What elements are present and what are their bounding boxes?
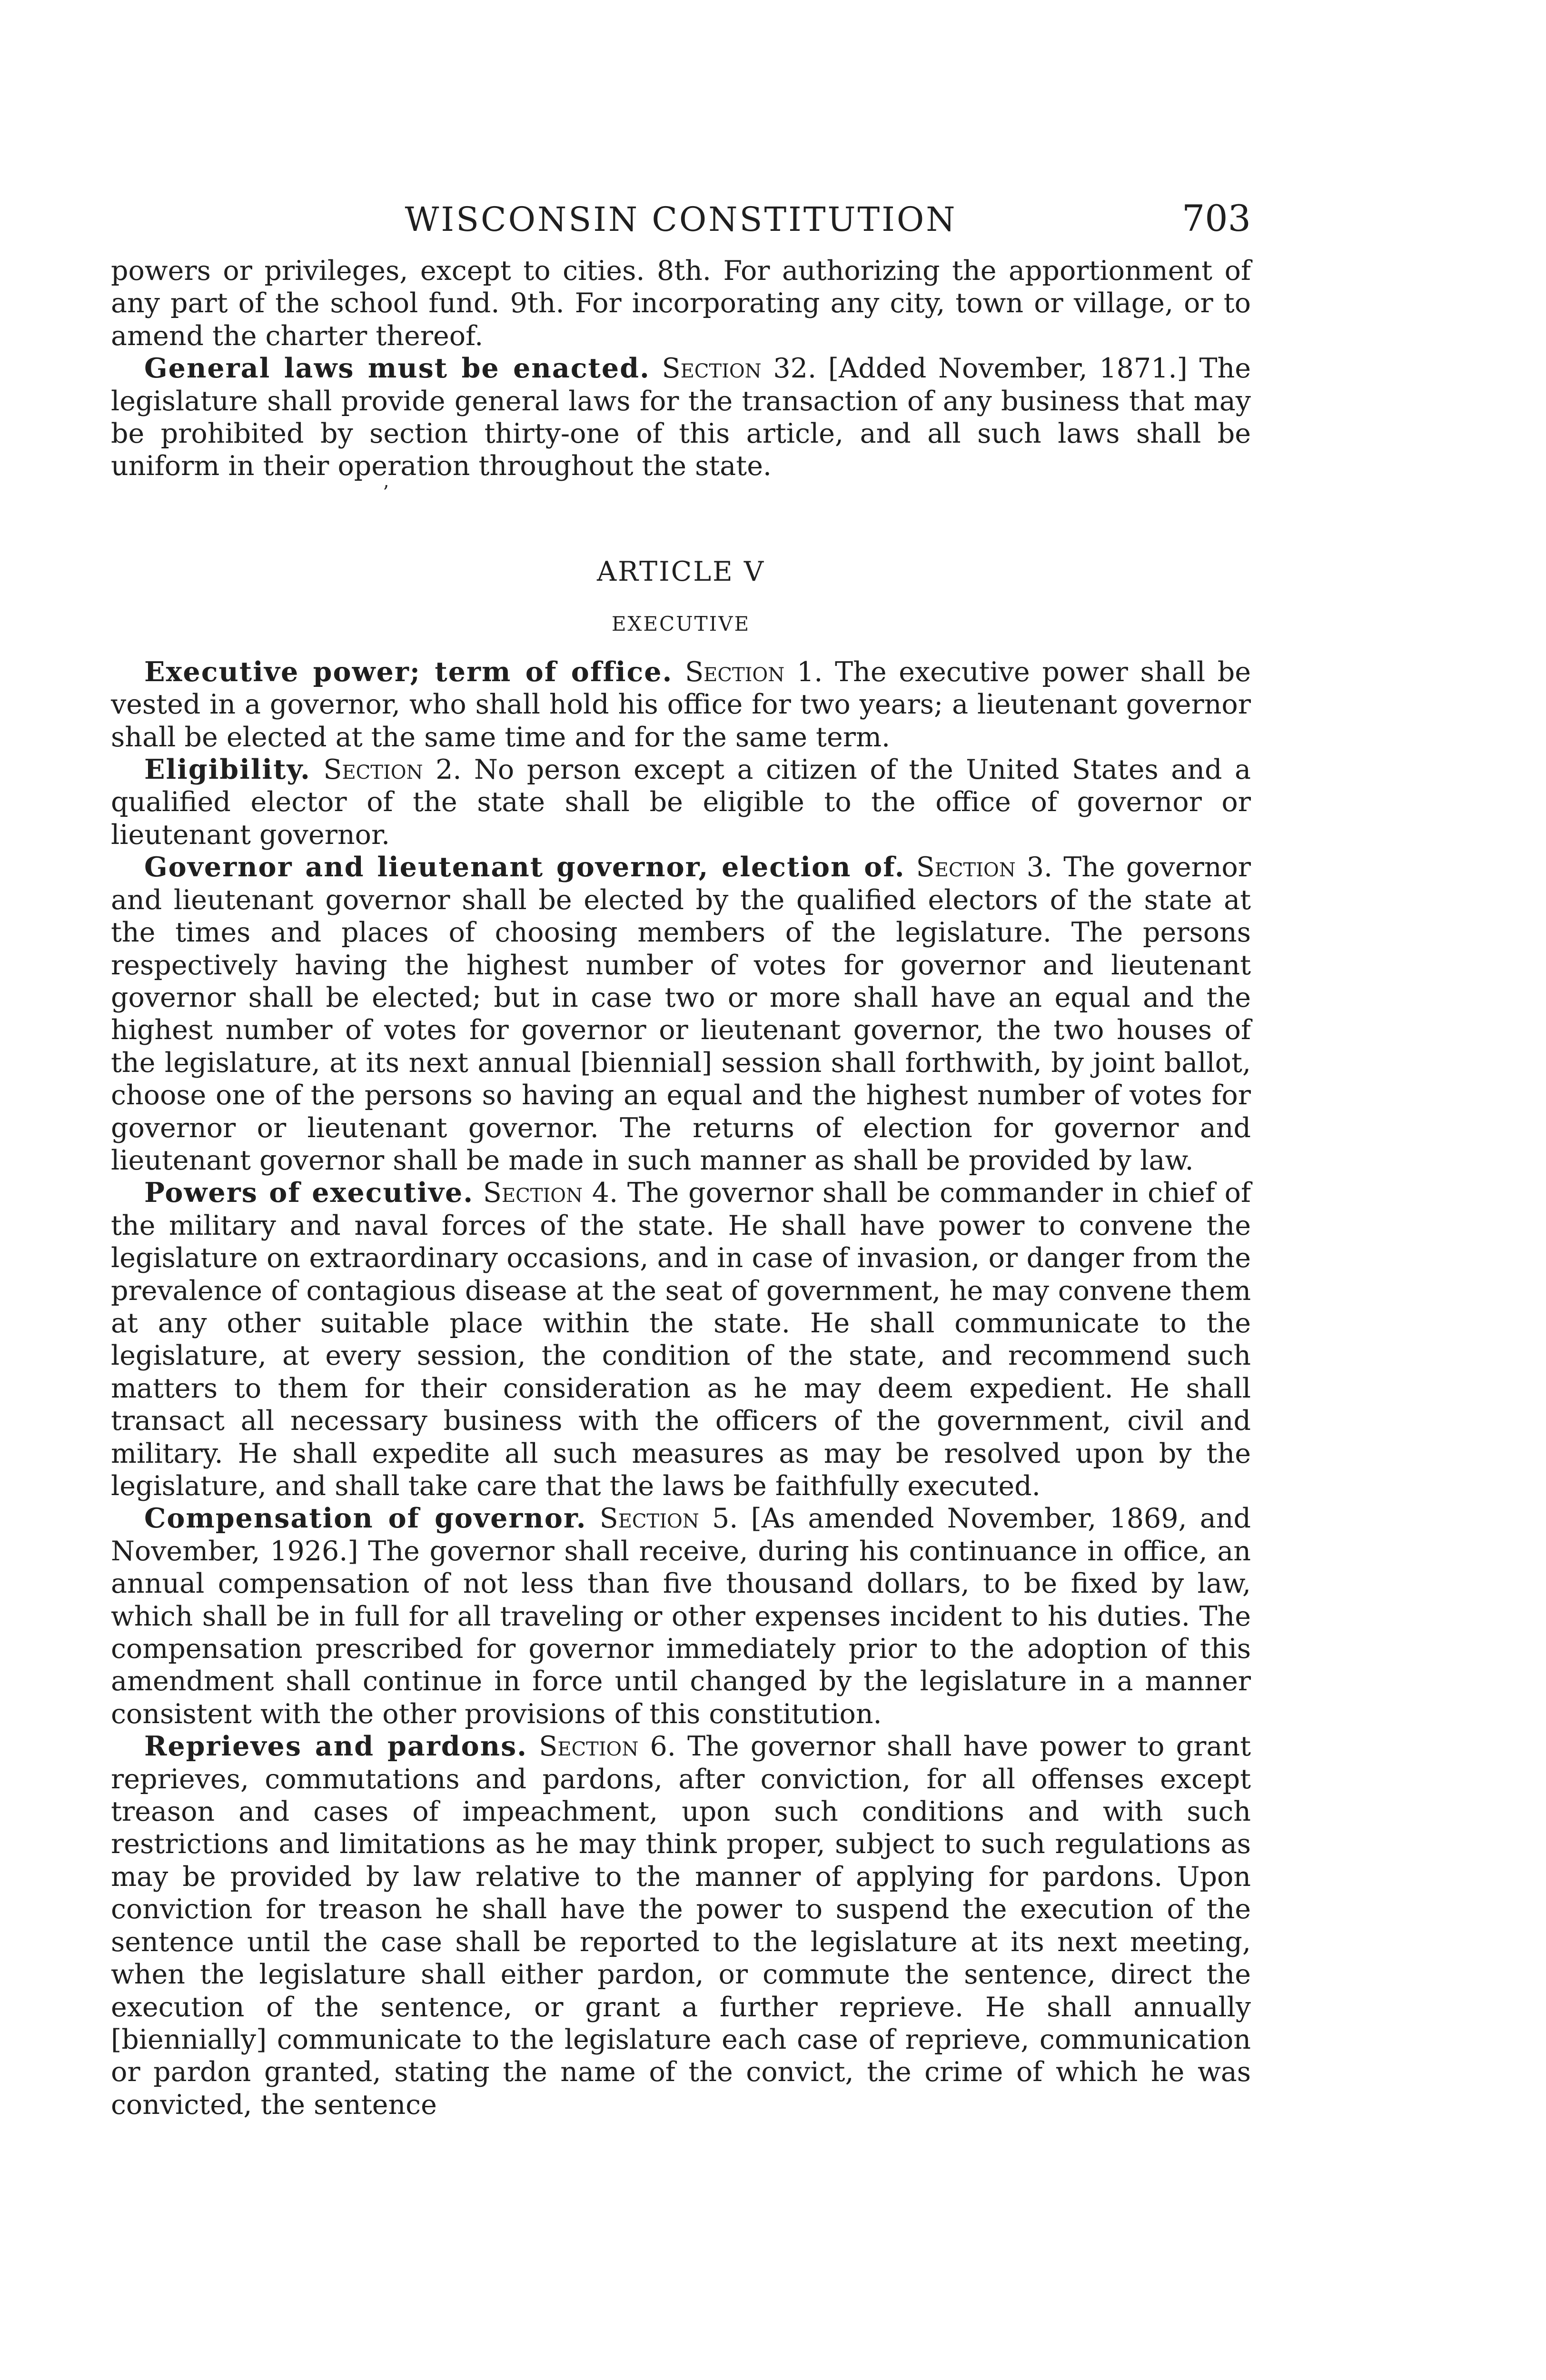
section-3-paragraph: [111, 851, 1251, 1177]
section-body: [Added November, 1871.] The legislature shall provide general laws for the transaction of any business that may be prohibited by section thirty-one of this article, and all such laws shall be uniform in their operation throughout the state.: [111, 353, 1251, 482]
section-label: Section 32.: [662, 353, 817, 385]
section-heading: Reprieves and pardons.: [144, 1730, 528, 1763]
section-heading: Executive power; term of office.: [144, 655, 673, 688]
article-subtitle: EXECUTIVE: [611, 612, 751, 635]
section-label: Section 4.: [483, 1177, 618, 1209]
section-6-paragraph: [111, 1730, 1251, 2121]
section-label: Section 2.: [323, 754, 462, 786]
section-32-paragraph: [111, 352, 1251, 483]
section-label: Section 5.: [599, 1503, 738, 1535]
section-body: The governor and lieutenant governor shall be elected by the qualified electors of the state at the times and places of choosing members of the legislature. The persons respectively having the highest number of votes for governor and lieutenant governor shall be elected; but in case two or more shall have an equal and the highest number of votes for governor or lieutenant governor, the two houses of the legislature, at its next annual [biennial] session shall forthwith, by joint ballot, choose one of the persons so having an equal and the highest number of votes for governor or lieutenant governor. The returns of election for governor and lieutenant governor shall be made in such manner as shall be provided by law.: [111, 852, 1251, 1176]
section-body: The governor shall be commander in chief of the military and naval forces of the state. He shall have power to convene the legislature on extraordinary occasions, and in case of invasion, or danger from the prevalence of contagious disease at the seat of government, he may convene them at any other suitable place within the state. He shall communicate to the legislature, at every session, the condition of the state, and recommend such matters to them for their consideration as he may deem expedient. He shall transact all necessary business with the officers of the government, civil and military. He shall expedite all such measures as may be resolved upon by the legislature, and shall take care that the laws be faithfully executed.: [111, 1177, 1251, 1502]
section-heading: Compensation of governor.: [144, 1502, 587, 1535]
section-label: Section 6.: [539, 1731, 676, 1763]
section-5-paragraph: [111, 1502, 1251, 1730]
section-2-paragraph: [111, 754, 1251, 851]
section-1-paragraph: [111, 656, 1251, 754]
section-body: The executive power shall be vested in a governor, who shall hold his office for two years; a lieutenant governor shall be elected at the same time and for the same term.: [111, 656, 1251, 753]
running-title: WISCONSIN CONSTITUTION: [405, 200, 957, 239]
section-heading: General laws must be enacted.: [144, 352, 650, 385]
article-title: ARTICLE V: [597, 555, 765, 587]
running-header: [111, 197, 1251, 255]
section-heading: Governor and lieutenant governor, election of.: [144, 851, 905, 883]
section-label: Section 3.: [916, 852, 1053, 883]
section-body: [As amended November, 1869, and November, 1926.] The governor shall receive, during his continuance in office, an annual compensation of not less than five thousand dollars, to be fixed by law, which shall be in full for all traveling or other expenses incident to his duties. The compensation prescribed for governor immediately prior to the adoption of this amendment shall continue in force until changed by the legislature in a manner consistent with the other provisions of this constitution.: [111, 1503, 1251, 1730]
section-body: The governor shall have power to grant reprieves, commutations and pardons, after conviction, for all offenses except treason and cases of impeachment, upon such conditions and with such restrictions and limitations as he may think proper, subject to such regulations as may be provided by law relative to the manner of applying for pardons. Upon conviction for treason he shall have the power to suspend the execution of the sentence until the case shall be reported to the legislature at its next meeting, when the legislature shall either pardon, or commute the sentence, direct the execution of the sentence, or grant a further reprieve. He shall annually [biennially] communicate to the legislature each case of reprieve, communication or pardon granted, stating the name of the convict, the crime of which he was convicted, the sentence: [111, 1731, 1251, 2121]
section-heading: Eligibility.: [144, 754, 311, 786]
section-4-paragraph: [111, 1177, 1251, 1502]
stray-mark: ʼ: [382, 482, 388, 504]
page-number: 703: [1181, 197, 1251, 239]
section-body: No person except a citizen of the United States and a qualified elector of the state shall be eligible to the office of governor or lieutenant governor.: [111, 754, 1251, 851]
document-page: [111, 197, 1251, 2121]
section-heading: Powers of executive.: [144, 1177, 474, 1209]
section-label: Section 1.: [685, 656, 823, 688]
carryover-paragraph: powers or privileges, except to cities. 8th. For authorizing the apportionment of any part of the school fund. 9th. For incorporating any city, town or village, or to amend the charter thereof.: [111, 255, 1251, 352]
